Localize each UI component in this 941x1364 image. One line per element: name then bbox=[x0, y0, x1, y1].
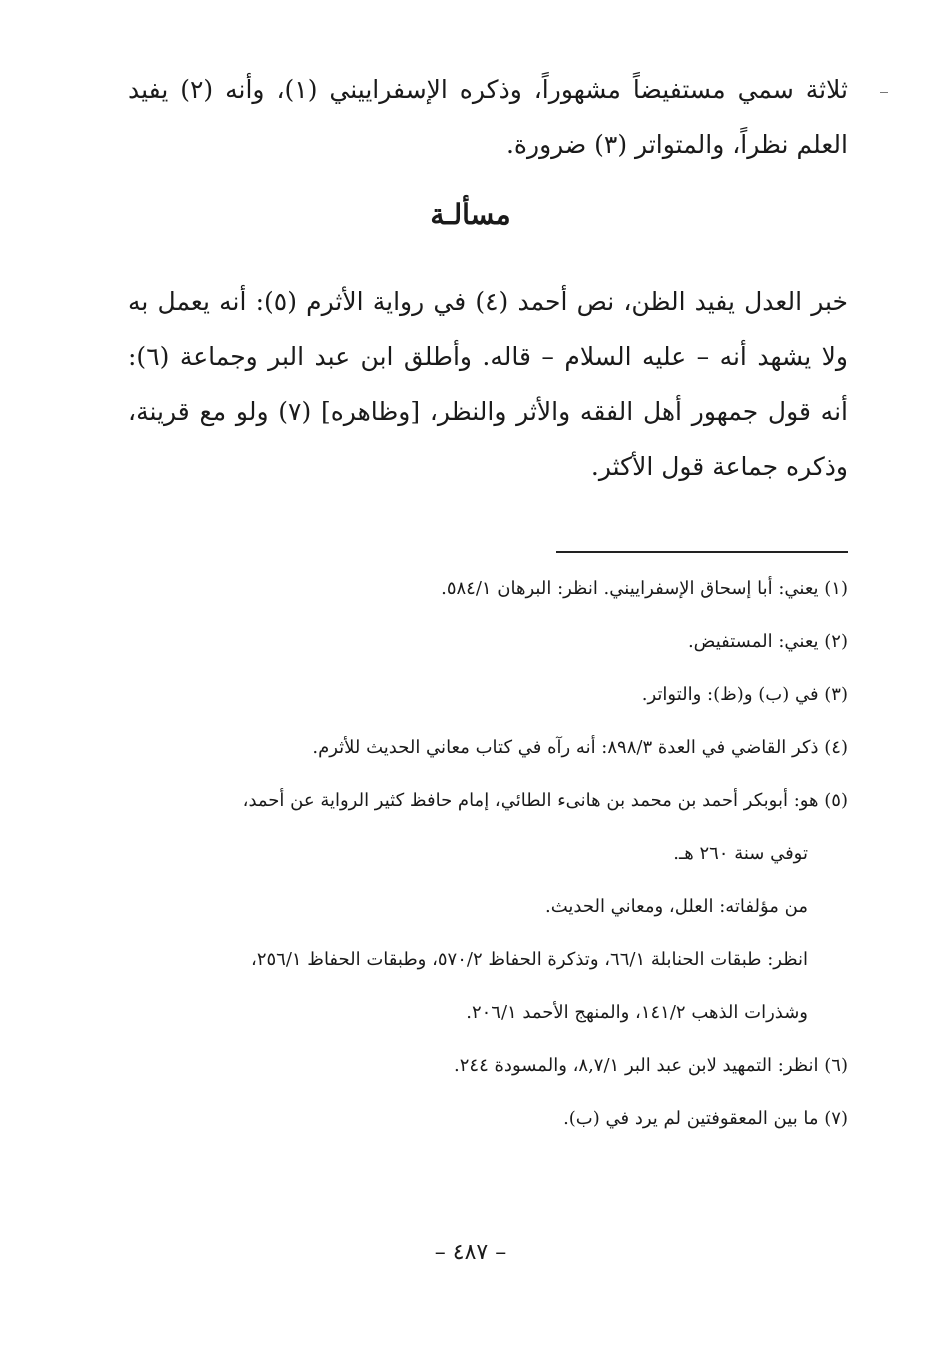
footnote-divider bbox=[556, 551, 848, 553]
section-heading: مسألـة bbox=[430, 198, 511, 231]
footnote-item: (٣) في (ب) و(ظ): والتواتر. bbox=[641, 684, 848, 705]
footnote-continuation: وشذرات الذهب ١٤١/٢، والمنهج الأحمد ٢٠٦/١. bbox=[466, 1002, 808, 1023]
page-number: – ٤٨٧ – bbox=[434, 1240, 507, 1265]
footnote-continuation: انظر: طبقات الحنابلة ٦٦/١، وتذكرة الحفاظ ٥٧٠/٢، وطبقات الحفاظ ٢٥٦/١، bbox=[251, 949, 808, 970]
footnote-item: (٤) ذكر القاضي في العدة ٨٩٨/٣: أنه رآه في كتاب معاني الحديث للأثرم. bbox=[312, 737, 848, 758]
footnote-item: (٥) هو: أبوبكر أحمد بن محمد بن هانىء الطائي، إمام حافظ كثير الرواية عن أحمد، bbox=[242, 790, 848, 811]
footnote-item: (٢) يعني: المستفيض. bbox=[687, 631, 848, 652]
footnote-continuation: توفي سنة ٢٦٠ هـ. bbox=[673, 843, 808, 864]
footnote-item: (٦) انظر: التمهيد لابن عبد البر ٨,٧/١، والمسودة ٢٤٤. bbox=[454, 1055, 848, 1076]
footnote-continuation: من مؤلفاته: العلل، ومعاني الحديث. bbox=[544, 896, 808, 917]
paragraph-main: خبر العدل يفيد الظن، نص أحمد (٤) في رواية الأثرم (٥): أنه يعمل به ولا يشهد أنه – عليه السلام – قاله. وأطلق ابن عبد البر وجماعة (٦): أنه قول جمهور أهل الفقه والأثر والنظر، [وظاهره] (٧) ولو مع قرينة، وذكره جماعة قول الأكثر. bbox=[128, 287, 849, 481]
footnote-item: (١) يعني: أبا إسحاق الإسفراييني. انظر: البرهان ٥٨٤/١. bbox=[441, 578, 848, 599]
footnote-item: (٧) ما بين المعقوفتين لم يرد في (ب). bbox=[563, 1108, 848, 1129]
margin-mark bbox=[880, 92, 888, 93]
paragraph-continuation: ثلاثة سمي مستفيضاً مشهوراً، وذكره الإسفراييني (١)، وأنه (٢) يفيد العلم نظراً، والمتواتر (٣) ضرورة. bbox=[128, 75, 848, 159]
footnotes-list bbox=[128, 562, 848, 1145]
